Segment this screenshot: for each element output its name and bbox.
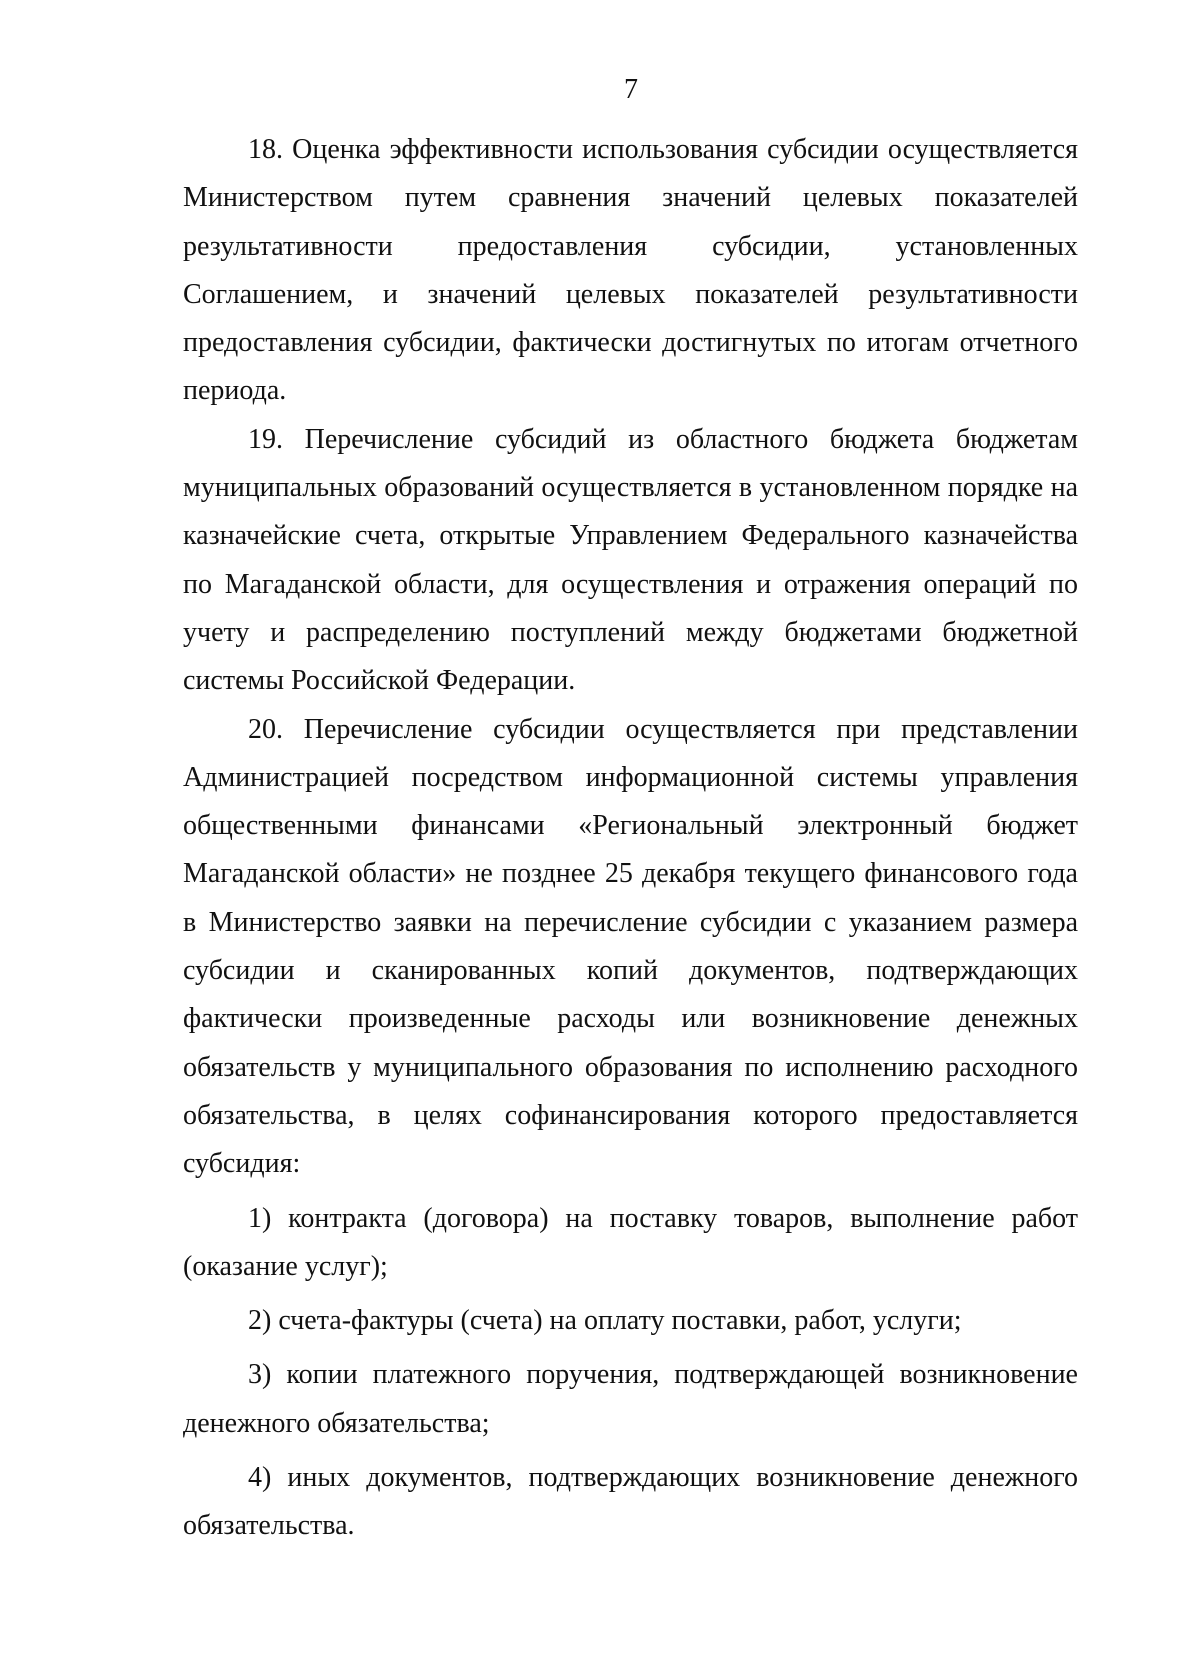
list-item-2: 2) счета-фактуры (счета) на оплату поставки, работ, услуги; — [248, 1305, 962, 1337]
page-number: 7 — [624, 74, 638, 105]
paragraph-19: 19. Перечисление субсидий из областного бюджета бюджетам муниципальных образований осуществляется в установленном порядке на казначейские счета, открытые Управлением Федерального казначейства по Магаданской области, для осуществления и отражения операций по учету и распределению поступлений между бюджетами бюджетной системы Российской Федерации. — [183, 423, 1078, 697]
paragraph-20: 20. Перечисление субсидии осуществляется при представлении Администрацией посредством информационной системы управления общественными финансами «Региональный электронный бюджет Магаданской области» не позднее 25 декабря текущего финансового года в Министерство заявки на перечисление субсидии с указанием размера субсидии и сканированных копий документов, подтверждающих фактически произведенные расходы или возникновение денежных обязательств у муниципального образования по исполнению расходного обязательства, в целях софинансирования которого предоставляется субсидия: — [183, 713, 1078, 1180]
list-item-4: 4) иных документов, подтверждающих возникновение денежного обязательства. — [183, 1462, 1078, 1542]
document-body — [183, 126, 1078, 1551]
list-item-1: 1) контракта (договора) на поставку товаров, выполнение работ (оказание услуг); — [183, 1202, 1078, 1282]
list-item-3: 3) копии платежного поручения, подтверждающей возникновение денежного обязательства; — [183, 1359, 1078, 1439]
paragraph-18: 18. Оценка эффективности использования субсидии осуществляется Министерством путем сравнения значений целевых показателей результативности предоставления субсидии, установленных Соглашением, и значений целевых показателей результативности предоставления субсидии, фактически достигнутых по итогам отчетного периода. — [183, 134, 1078, 407]
